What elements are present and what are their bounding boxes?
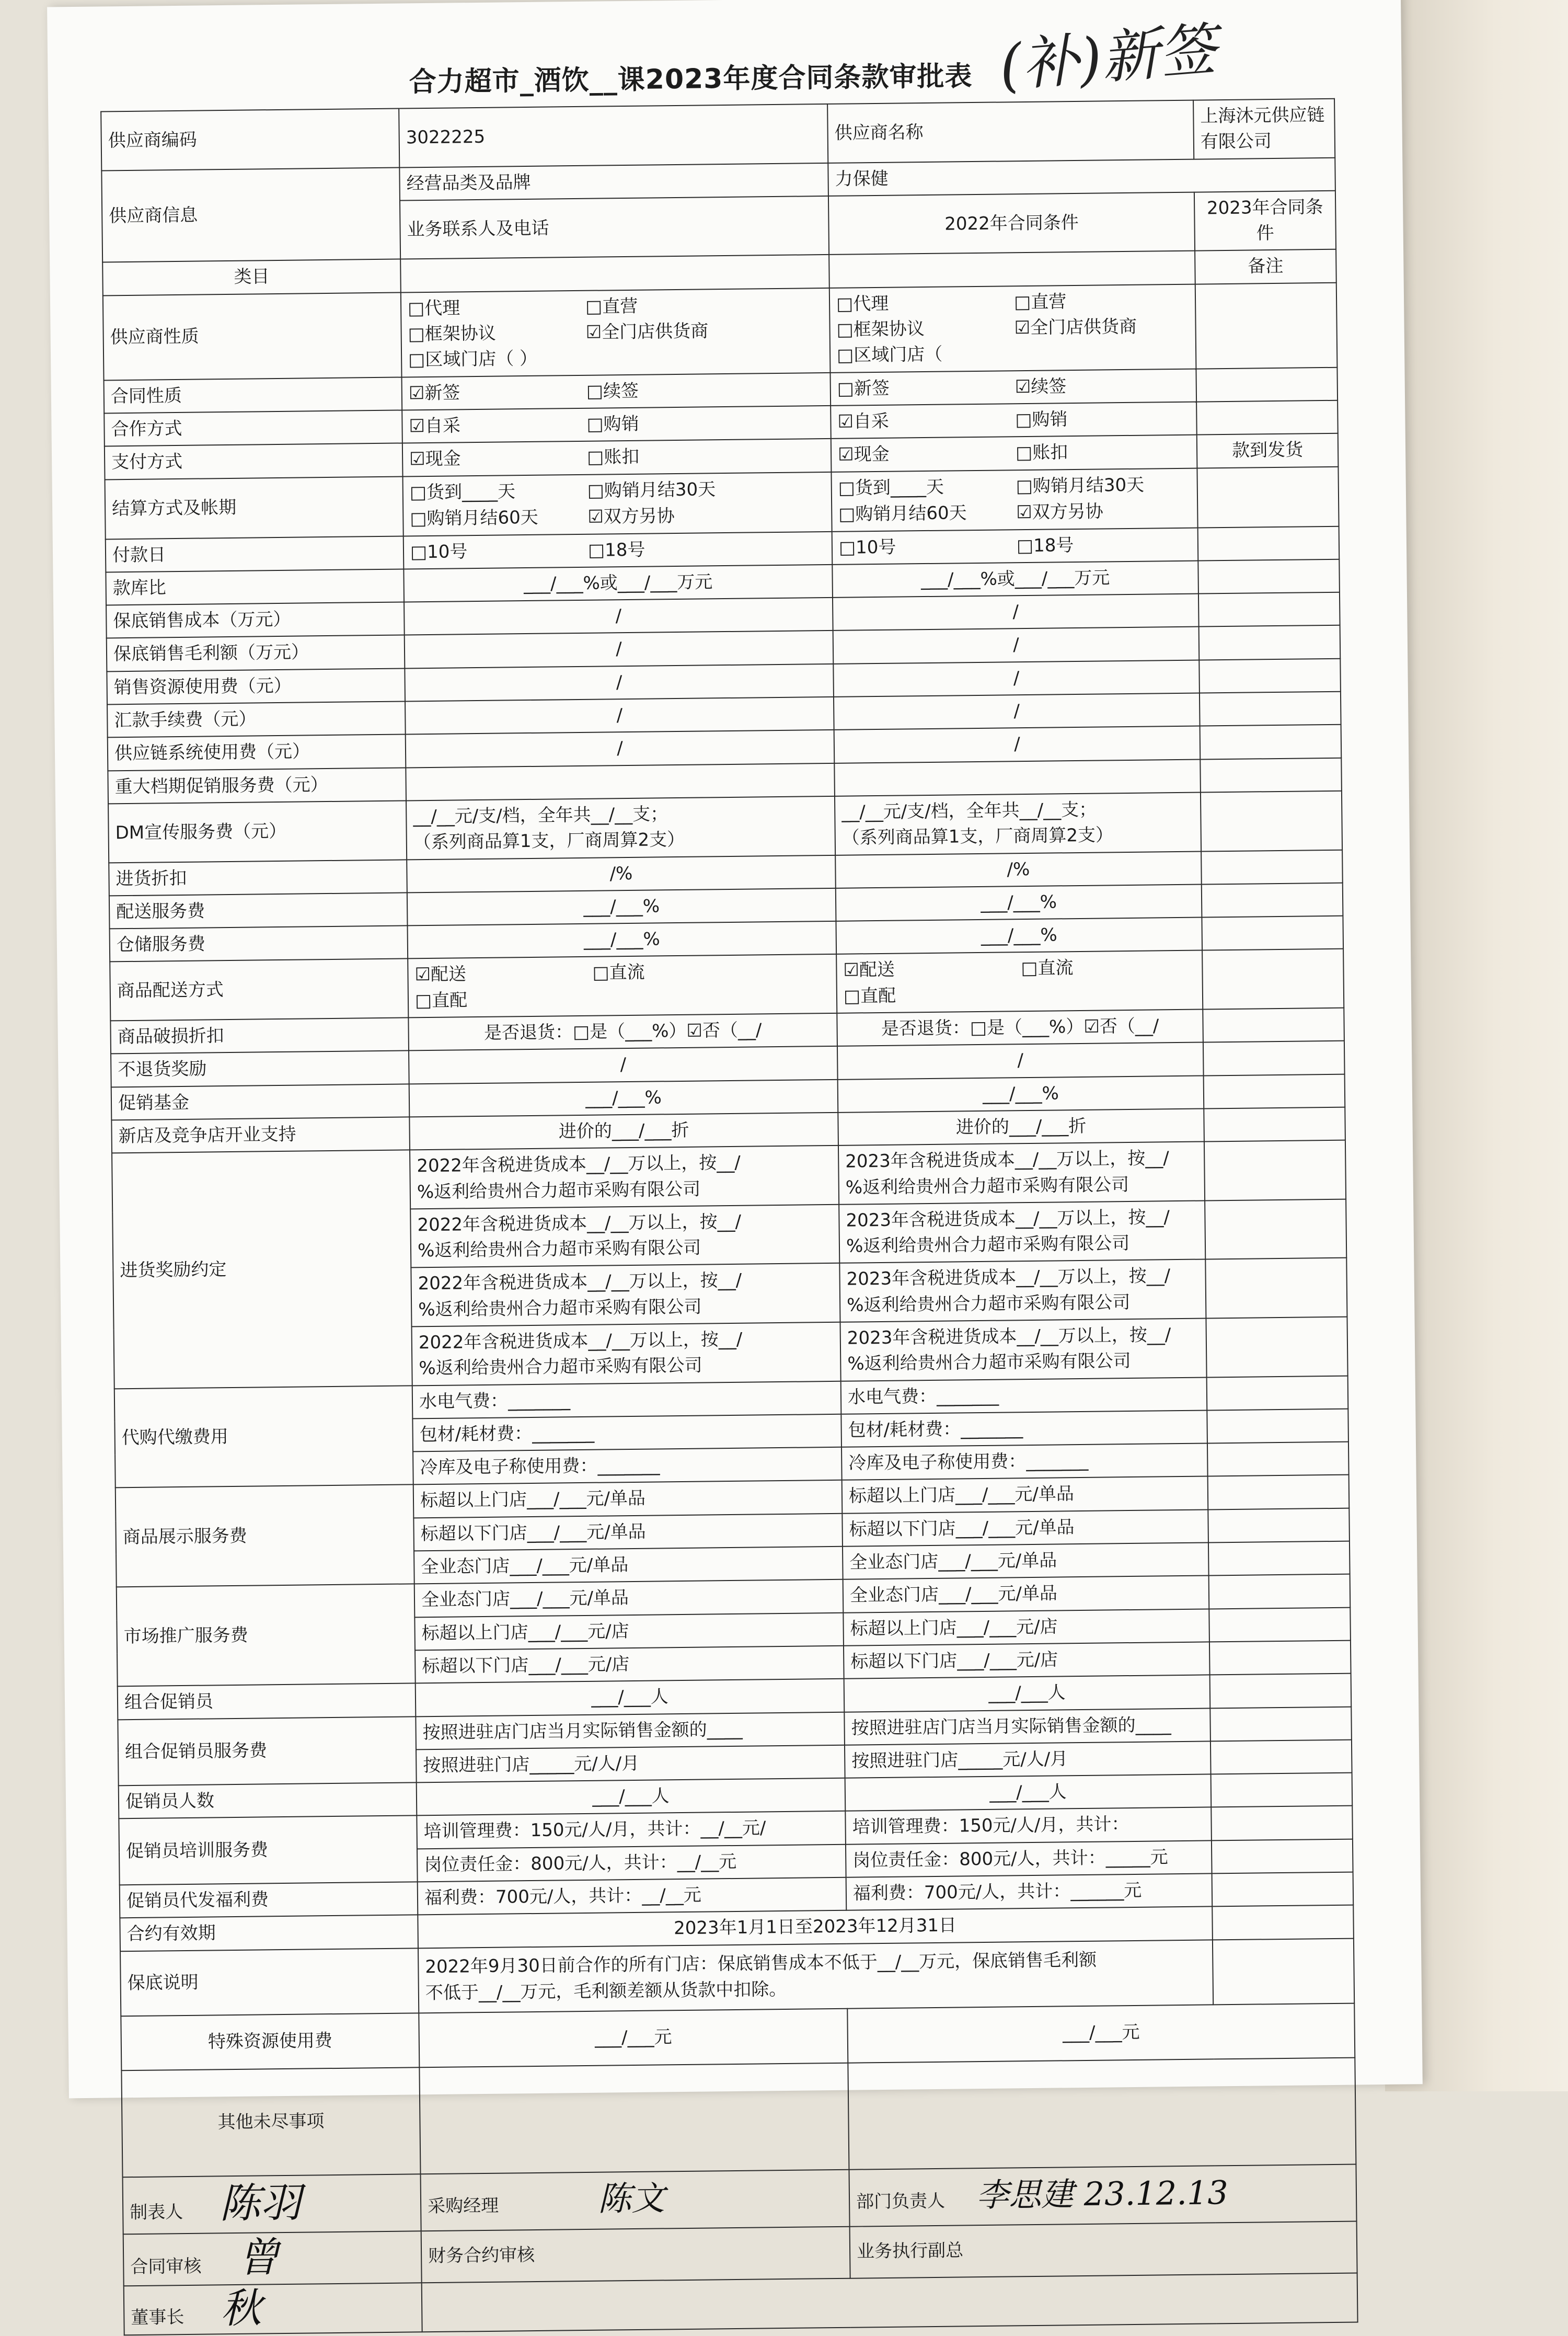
- chairman-spacer: [422, 2273, 1358, 2332]
- remark-cell: [1202, 883, 1343, 918]
- supplier-info-label: 供应商信息: [101, 167, 400, 262]
- dept-head-signature: 李思建 23.12.13: [976, 2173, 1229, 2215]
- checkbox-option[interactable]: ☑现金: [837, 443, 890, 466]
- supplier-code-cell: [399, 104, 828, 167]
- delivery-fee-label: 配送服务费: [109, 892, 408, 929]
- remark-cell: [1211, 1806, 1353, 1840]
- cell-line: 2022年含税进货成本__/__万以上，按__/: [417, 1152, 741, 1177]
- remark-cell: [1195, 283, 1338, 369]
- rebate-2023: [840, 1318, 1206, 1381]
- checkbox-options: [838, 439, 1190, 468]
- remark-cell: [1208, 1508, 1350, 1542]
- checkbox-option[interactable]: □代理: [836, 293, 889, 315]
- other-2022: [419, 2063, 849, 2174]
- cell-2022: [403, 472, 832, 536]
- cell-2023: 是否退货：□是（___%）☑否（__/: [837, 1010, 1203, 1047]
- checkbox-option[interactable]: □区域门店（ ）: [408, 348, 538, 371]
- rebate-2023: [839, 1200, 1205, 1263]
- cell-2023: 标超以上门店___/___元/单品: [842, 1476, 1208, 1514]
- validity-value: 2023年1月1日至2023年12月31日: [418, 1907, 1213, 1948]
- cell-2023: 标超以下门店___/___元/店: [844, 1642, 1210, 1679]
- checkbox-options: [836, 288, 1190, 369]
- finance-label: 财务合约审核: [421, 2226, 850, 2283]
- checkbox-option[interactable]: □续签: [586, 380, 639, 402]
- header-2023: 2023年合同条件: [1194, 191, 1336, 251]
- category-value: 力保健: [828, 157, 1335, 196]
- special-label: 特殊资源使用费: [121, 2013, 419, 2070]
- rebate-2022: [410, 1205, 839, 1268]
- checkbox-option[interactable]: □框架协议: [836, 318, 925, 340]
- cell-2022: ___/___%: [408, 921, 837, 959]
- rebate-2023: [839, 1259, 1206, 1322]
- resource-fee-label: 销售资源使用费（元）: [107, 668, 405, 704]
- cell-line: %返利给贵州合力超市采购有限公司: [418, 1296, 702, 1320]
- cell-2023: ___/___%: [836, 884, 1202, 921]
- remark-cell: [1211, 1773, 1353, 1807]
- cell-line: %返利给贵州合力超市采购有限公司: [419, 1355, 702, 1379]
- storage-fee-label: 仓储服务费: [110, 926, 408, 962]
- cell-line: 2023年含税进货成本__/__万以上，按__/: [847, 1324, 1171, 1349]
- cell-2022: /: [406, 730, 835, 768]
- remark-cell: [1196, 400, 1338, 435]
- new-store-label: 新店及竞争店开业支持: [111, 1117, 410, 1153]
- remark-cell: [1205, 1258, 1347, 1318]
- cell-2022: 按照进驻门店_____元/人/月: [416, 1745, 845, 1783]
- cell-2022: /: [404, 598, 833, 635]
- checkbox-option[interactable]: □购销: [1015, 409, 1068, 431]
- validity-label: 合约有效期: [120, 1915, 418, 1951]
- remark-cell: [1203, 1008, 1344, 1043]
- checkbox-option[interactable]: □直配: [843, 985, 896, 1007]
- checkbox-options: [410, 476, 825, 532]
- remit-fee-label: 汇款手续费（元）: [107, 702, 406, 738]
- supplier-code: 3022225: [406, 126, 486, 148]
- delivery-mode-label: 商品配送方式: [110, 959, 408, 1021]
- cell-2023: ___/___元: [847, 2003, 1355, 2063]
- remark-cell: [1206, 1317, 1347, 1377]
- cell-line: %返利给贵州合力超市采购有限公司: [846, 1233, 1130, 1257]
- remark-cell: [1201, 850, 1343, 884]
- cell-line: （系列商品算1支，厂商周算2支）: [413, 829, 685, 853]
- remark-cell: [1198, 526, 1340, 560]
- remark-cell: [1198, 559, 1340, 594]
- checkbox-options: [838, 472, 1191, 528]
- contract-review-cell: [123, 2231, 422, 2286]
- checkbox-options: [414, 958, 830, 1014]
- checkbox-options: [839, 531, 1191, 560]
- checkbox-option[interactable]: □账扣: [1015, 442, 1068, 464]
- cell-2022: [402, 439, 832, 476]
- checkbox-option[interactable]: ☑配送: [843, 959, 895, 981]
- combo-label: 组合促销员: [118, 1684, 416, 1720]
- cell-2023: 进价的___/___折: [838, 1108, 1204, 1146]
- checkbox-option[interactable]: ☑双方另协: [1016, 501, 1103, 523]
- approval-table: [100, 98, 1358, 2335]
- remark-header: 备注: [1195, 249, 1336, 284]
- checkbox-options: [837, 372, 1190, 402]
- proxy-label: 代购代缴费用: [114, 1385, 413, 1488]
- cell-2023: 培训管理费：150元/人/月，共计：: [845, 1807, 1212, 1845]
- cell-2023: 按照进驻店门店当月实际销售金额的____: [844, 1708, 1210, 1745]
- cell-line: %返利给贵州合力超市采购有限公司: [417, 1178, 701, 1203]
- promo-fee-label: 重大档期促销服务费（元）: [108, 768, 406, 804]
- checkbox-option[interactable]: □直流: [1021, 957, 1074, 979]
- checkbox-option[interactable]: □直营: [585, 295, 638, 317]
- checkbox-option[interactable]: □区域门店（: [836, 344, 943, 367]
- cell-line: __/__元/支/档，全年共__/__支；: [841, 799, 1097, 823]
- cell-2022: /: [409, 1046, 838, 1084]
- remark-cell: [1199, 658, 1341, 693]
- other-row: [121, 2057, 1356, 2177]
- chairman-signature: 秋: [220, 2285, 262, 2333]
- other-label: 其他未尽事项: [121, 2067, 420, 2177]
- checkbox-option[interactable]: □货到____天: [838, 476, 944, 499]
- cell-line: 2023年含税进货成本__/__万以上，按__/: [846, 1206, 1170, 1231]
- remark-cell: [1209, 1607, 1351, 1642]
- checkbox-option[interactable]: □直流: [592, 962, 645, 984]
- promo-fund-label: 促销基金: [111, 1084, 410, 1120]
- purchase-mgr-cell: [421, 2169, 850, 2231]
- cell-2023: /: [834, 726, 1201, 763]
- cell-line: （系列商品算1支，厂商周算2支）: [841, 825, 1114, 849]
- cell-2023: /: [833, 627, 1200, 664]
- checkbox-options: [843, 954, 1196, 1010]
- cell-2023: [830, 369, 1196, 406]
- cell-2022: 培训管理费：150元/人/月，共计：__/__元/: [417, 1811, 846, 1849]
- cell-2023: [836, 951, 1203, 1013]
- chairman-label: 董事长: [131, 2307, 185, 2329]
- cell-2023: /%: [835, 851, 1202, 888]
- remark-cell: [1209, 1641, 1351, 1675]
- purchase-mgr-signature: 陈文: [597, 2179, 665, 2219]
- remark-cell: [1210, 1674, 1352, 1708]
- cell-2022: 冷库及电子称使用费：_______: [413, 1447, 842, 1485]
- checkbox-options: [409, 409, 824, 440]
- remark-cell: [1204, 1107, 1345, 1142]
- purchase-mgr-label: 采购经理: [427, 2195, 499, 2217]
- checkbox-option[interactable]: □新签: [837, 377, 890, 399]
- cell-2023: 福利费：700元/人，共计：______元: [846, 1873, 1213, 1910]
- pay-label: 支付方式: [105, 443, 403, 479]
- cell-2022: ___/___%或___/___万元: [403, 565, 833, 602]
- maker-label: 制表人: [130, 2202, 183, 2224]
- cell-2023: ___/___人: [844, 1675, 1210, 1712]
- cell-2022: 是否退货：□是（___%）☑否（__/: [408, 1013, 837, 1051]
- checkbox-option[interactable]: □直配: [414, 989, 468, 1012]
- checkbox-option[interactable]: □购销月结60天: [410, 507, 538, 529]
- checkbox-option[interactable]: □18号: [587, 539, 645, 561]
- scm-fee-label: 供应链系统使用费（元）: [108, 735, 406, 771]
- cell-2022: 标超以上门店___/___元/单品: [413, 1480, 843, 1518]
- vp-label: 业务执行副总: [850, 2221, 1357, 2278]
- cell-line: %返利给贵州合力超市采购有限公司: [847, 1350, 1131, 1375]
- cell-2022: [408, 954, 837, 1017]
- contract-review-label: 合同审核: [130, 2256, 202, 2278]
- page-title: 合力超市_酒饮__课2023年度合同条款审批表: [409, 61, 973, 98]
- checkbox-option[interactable]: □购销月结30天: [587, 479, 716, 502]
- dept-head-cell: [849, 2164, 1356, 2226]
- cell-line: 2022年含税进货成本__/__万以上，按__/: [417, 1211, 742, 1236]
- approval-form-sheet: [47, 0, 1423, 2333]
- coop-label: 合作方式: [104, 410, 402, 446]
- damage-label: 商品破损折扣: [110, 1017, 409, 1054]
- checkbox-option[interactable]: ☑配送: [414, 964, 467, 986]
- remark-cell: [1205, 1199, 1346, 1259]
- cell-2022: ___/___人: [417, 1778, 846, 1816]
- checkbox-option[interactable]: □10号: [410, 541, 468, 563]
- handwritten-note: (补)新签: [997, 15, 1219, 100]
- maker-cell: [123, 2174, 421, 2234]
- cell-2023: [831, 435, 1197, 472]
- remark-cell: 款到发货: [1197, 433, 1339, 468]
- dept-head-label: 部门负责人: [856, 2190, 946, 2213]
- nature-row: [103, 283, 1338, 381]
- remark-cell: [1207, 1442, 1349, 1476]
- checkbox-option[interactable]: □代理: [407, 297, 460, 319]
- cell-2023: 水电气费：_______: [841, 1377, 1207, 1414]
- marketing-label: 市场推广服务费: [117, 1584, 416, 1687]
- remark-cell: [1207, 1409, 1348, 1444]
- cell-line: 2023年含税进货成本__/__万以上，按__/: [845, 1148, 1169, 1172]
- remark-cell: [1212, 1872, 1354, 1907]
- cell-2022: ___/___%: [409, 1079, 838, 1117]
- checkbox-option[interactable]: □货到____天: [409, 481, 516, 503]
- cell-line: %返利给贵州合力超市采购有限公司: [417, 1237, 701, 1262]
- cell-2022: ___/___元: [419, 2008, 848, 2067]
- rebate-2022: [410, 1146, 839, 1209]
- no-return-label: 不退货奖励: [111, 1051, 409, 1087]
- remark-cell: [1203, 1041, 1345, 1075]
- promoter-count-label: 促销员人数: [119, 1782, 417, 1818]
- checkbox-options: [409, 376, 824, 407]
- checkbox-option[interactable]: ☑全门店供货商: [585, 320, 709, 343]
- checkbox-option[interactable]: □10号: [838, 536, 896, 558]
- header-spacer-2022: [400, 255, 829, 292]
- cell-2023: [831, 402, 1197, 439]
- cell-2022: [401, 288, 831, 377]
- cell-2023: 冷库及电子称使用费：_______: [841, 1444, 1208, 1481]
- cell-2023: 岗位责任金：800元/人，共计：_____元: [846, 1840, 1212, 1877]
- discount-label: 进货折扣: [109, 860, 407, 896]
- cell-2023: 全业态门店___/___元/单品: [843, 1543, 1209, 1580]
- cell-2022: 按照进驻店门店当月实际销售金额的____: [416, 1712, 845, 1749]
- cell-2022: [402, 373, 831, 410]
- cell-line: __/__元/支/档，全年共__/__支；: [413, 804, 668, 828]
- cell-2022: 进价的___/___折: [409, 1113, 838, 1150]
- category-label: 经营品类及品牌: [399, 163, 828, 201]
- checkbox-option[interactable]: □购销月结60天: [838, 502, 967, 525]
- checkbox-option[interactable]: ☑续签: [1014, 375, 1067, 397]
- rebate-2022: [411, 1263, 840, 1326]
- cell-2023: 按照进驻门店_____元/人/月: [845, 1741, 1211, 1778]
- checkbox-option[interactable]: □18号: [1016, 534, 1074, 556]
- checkbox-option[interactable]: □购销: [586, 413, 639, 435]
- payday-label: 付款日: [106, 536, 404, 572]
- remark-cell: [1201, 791, 1342, 851]
- checkbox-options: [837, 406, 1190, 435]
- contract-label: 合同性质: [104, 377, 402, 413]
- guarantee-note-label: 保底说明: [120, 1948, 419, 2016]
- cell-2023: [834, 759, 1201, 796]
- cell-2023: /: [833, 660, 1200, 697]
- cell-line: 2022年含税进货成本__/__万以上，按__/: [418, 1329, 743, 1354]
- cell-2023: /: [834, 693, 1200, 730]
- remark-cell: [1204, 1140, 1346, 1200]
- cell-2023: 包材/耗材费：_______: [841, 1410, 1207, 1447]
- header-spacer-2023: [829, 251, 1195, 288]
- remark-cell: [1208, 1541, 1350, 1576]
- cell-2022: [406, 796, 835, 860]
- checkbox-option[interactable]: ☑新签: [408, 382, 460, 404]
- remark-cell: [1213, 1938, 1354, 2005]
- remark-cell: [1197, 466, 1339, 528]
- checkbox-option[interactable]: □购销月结30天: [1016, 474, 1145, 497]
- cell-2022: /: [405, 664, 834, 702]
- cell-2022: 岗位责任金：800元/人，共计：__/__元: [417, 1844, 846, 1882]
- dm-label: DM宣传服务费（元）: [108, 800, 407, 863]
- other-2023: [848, 2057, 1356, 2169]
- checkbox-option[interactable]: ☑自采: [409, 415, 461, 437]
- supplier-code-label: 供应商编码: [101, 109, 399, 171]
- cell-line: 2023年含税进货成本__/__万以上，按__/: [846, 1265, 1171, 1290]
- training-label: 促销员培训服务费: [119, 1816, 417, 1885]
- category-header: 类目: [102, 259, 401, 295]
- header-2022: 2022年合同条件: [828, 192, 1195, 255]
- rebate-label: 进货奖励约定: [112, 1150, 412, 1389]
- display-label: 商品展示服务费: [116, 1485, 414, 1587]
- checkbox-option[interactable]: □框架协议: [408, 323, 496, 345]
- guarantee-note-value: [418, 1940, 1213, 2013]
- cell-2023: 标超以下门店___/___元/单品: [842, 1509, 1208, 1547]
- remark-cell: [1204, 1074, 1345, 1108]
- cell-line: 2022年含税进货成本__/__万以上，按__/: [418, 1270, 742, 1295]
- checkbox-option[interactable]: ☑现金: [409, 448, 461, 470]
- checkbox-option[interactable]: ☑双方另协: [587, 505, 675, 528]
- remark-cell: [1198, 592, 1340, 627]
- supplier-name-label: 供应商名称: [827, 100, 1194, 163]
- rebate-2023: [838, 1142, 1205, 1205]
- cell-2022: 福利费：700元/人，共计：__/__元: [418, 1877, 847, 1915]
- remark-cell: [1210, 1707, 1352, 1741]
- checkbox-options: [409, 442, 824, 473]
- checkbox-options: [408, 292, 824, 373]
- remark-cell: [1209, 1574, 1351, 1609]
- cell-2022: /: [405, 697, 834, 735]
- cell-2023: ___/___%或___/___万元: [832, 560, 1198, 598]
- guarantee-note-row: [120, 1938, 1354, 2016]
- remark-cell: [1212, 1905, 1354, 1940]
- nature-label: 供应商性质: [103, 292, 402, 380]
- cell-2022: 全业态门店___/___元/单品: [414, 1579, 844, 1617]
- cell-2022: [406, 763, 835, 801]
- cell-2022: ___/___%: [407, 888, 836, 926]
- cell-2022: 包材/耗材费：_______: [412, 1414, 841, 1452]
- cell-2023: [832, 528, 1198, 565]
- remark-cell: [1210, 1739, 1352, 1774]
- guarantee-cost-label: 保底销售成本（万元）: [106, 602, 405, 638]
- cell-2022: [402, 406, 831, 443]
- rebate-2022: [412, 1322, 841, 1385]
- remark-cell: [1200, 692, 1341, 726]
- supplier-name: 上海沐元供应链有限公司: [1193, 99, 1335, 159]
- cell-2022: /%: [407, 855, 836, 892]
- cell-line: 不低于__/__万元，毛利额差额从货款中扣除。: [425, 1978, 787, 2003]
- checkbox-option[interactable]: □账扣: [586, 446, 640, 468]
- remark-cell: [1200, 758, 1342, 792]
- cell-2022: ___/___人: [416, 1679, 845, 1716]
- cell-2023: 标超以上门店___/___元/店: [843, 1609, 1209, 1646]
- checkbox-option[interactable]: □直营: [1013, 291, 1067, 313]
- ratio-label: 款库比: [106, 569, 404, 605]
- cell-2023: 全业态门店___/___元/单品: [843, 1576, 1209, 1613]
- contact-label: 业务联系人及电话: [400, 196, 829, 259]
- cell-line: 2022年9月30日前合作的所有门店：保底销售成本不低于__/__万元，保底销售毛利额: [425, 1950, 1097, 1978]
- cell-2023: ___/___%: [838, 1075, 1204, 1113]
- chairman-cell: [124, 2283, 422, 2335]
- maker-signature: 陈羽: [219, 2180, 302, 2228]
- cell-2023: /: [833, 594, 1199, 631]
- remark-cell: [1202, 916, 1343, 951]
- welfare-label: 促销员代发福利费: [120, 1882, 418, 1918]
- cell-2022: 全业态门店___/___元/单品: [414, 1547, 843, 1584]
- cell-2023: ___/___%: [836, 918, 1202, 955]
- checkbox-options: [410, 535, 825, 566]
- cell-2023: [835, 792, 1201, 855]
- combo-fee-label: 组合促销员服务费: [118, 1716, 416, 1786]
- cell-line: %返利给贵州合力超市采购有限公司: [845, 1174, 1129, 1198]
- checkbox-option[interactable]: ☑自采: [837, 410, 890, 432]
- remark-cell: [1200, 725, 1342, 759]
- cell-2023: ___/___人: [845, 1774, 1212, 1812]
- cell-2022: 水电气费：_______: [412, 1381, 841, 1418]
- cell-2022: 标超以上门店___/___元/店: [414, 1612, 844, 1650]
- cell-line: %返利给贵州合力超市采购有限公司: [846, 1291, 1131, 1316]
- remark-cell: [1196, 367, 1338, 402]
- remark-cell: [1199, 625, 1341, 660]
- remark-cell: [1208, 1475, 1350, 1509]
- cell-2022: 标超以下门店___/___元/单品: [413, 1514, 843, 1551]
- remark-cell: [1202, 949, 1344, 1009]
- remark-cell: [1212, 1839, 1353, 1873]
- contract-review-signature: 曾: [237, 2234, 279, 2282]
- cell-2022: /: [405, 631, 834, 668]
- remark-cell: [1207, 1376, 1348, 1410]
- cell-2023: /: [837, 1043, 1204, 1080]
- settle-label: 结算方式及帐期: [105, 476, 403, 539]
- cell-2022: [403, 531, 833, 569]
- cell-2022: 标超以下门店___/___元/店: [415, 1646, 844, 1684]
- guarantee-margin-label: 保底销售毛利额（万元）: [107, 635, 405, 671]
- cell-2023: [831, 468, 1197, 531]
- cell-2023: [829, 284, 1196, 372]
- checkbox-option[interactable]: ☑全门店供货商: [1014, 316, 1137, 339]
